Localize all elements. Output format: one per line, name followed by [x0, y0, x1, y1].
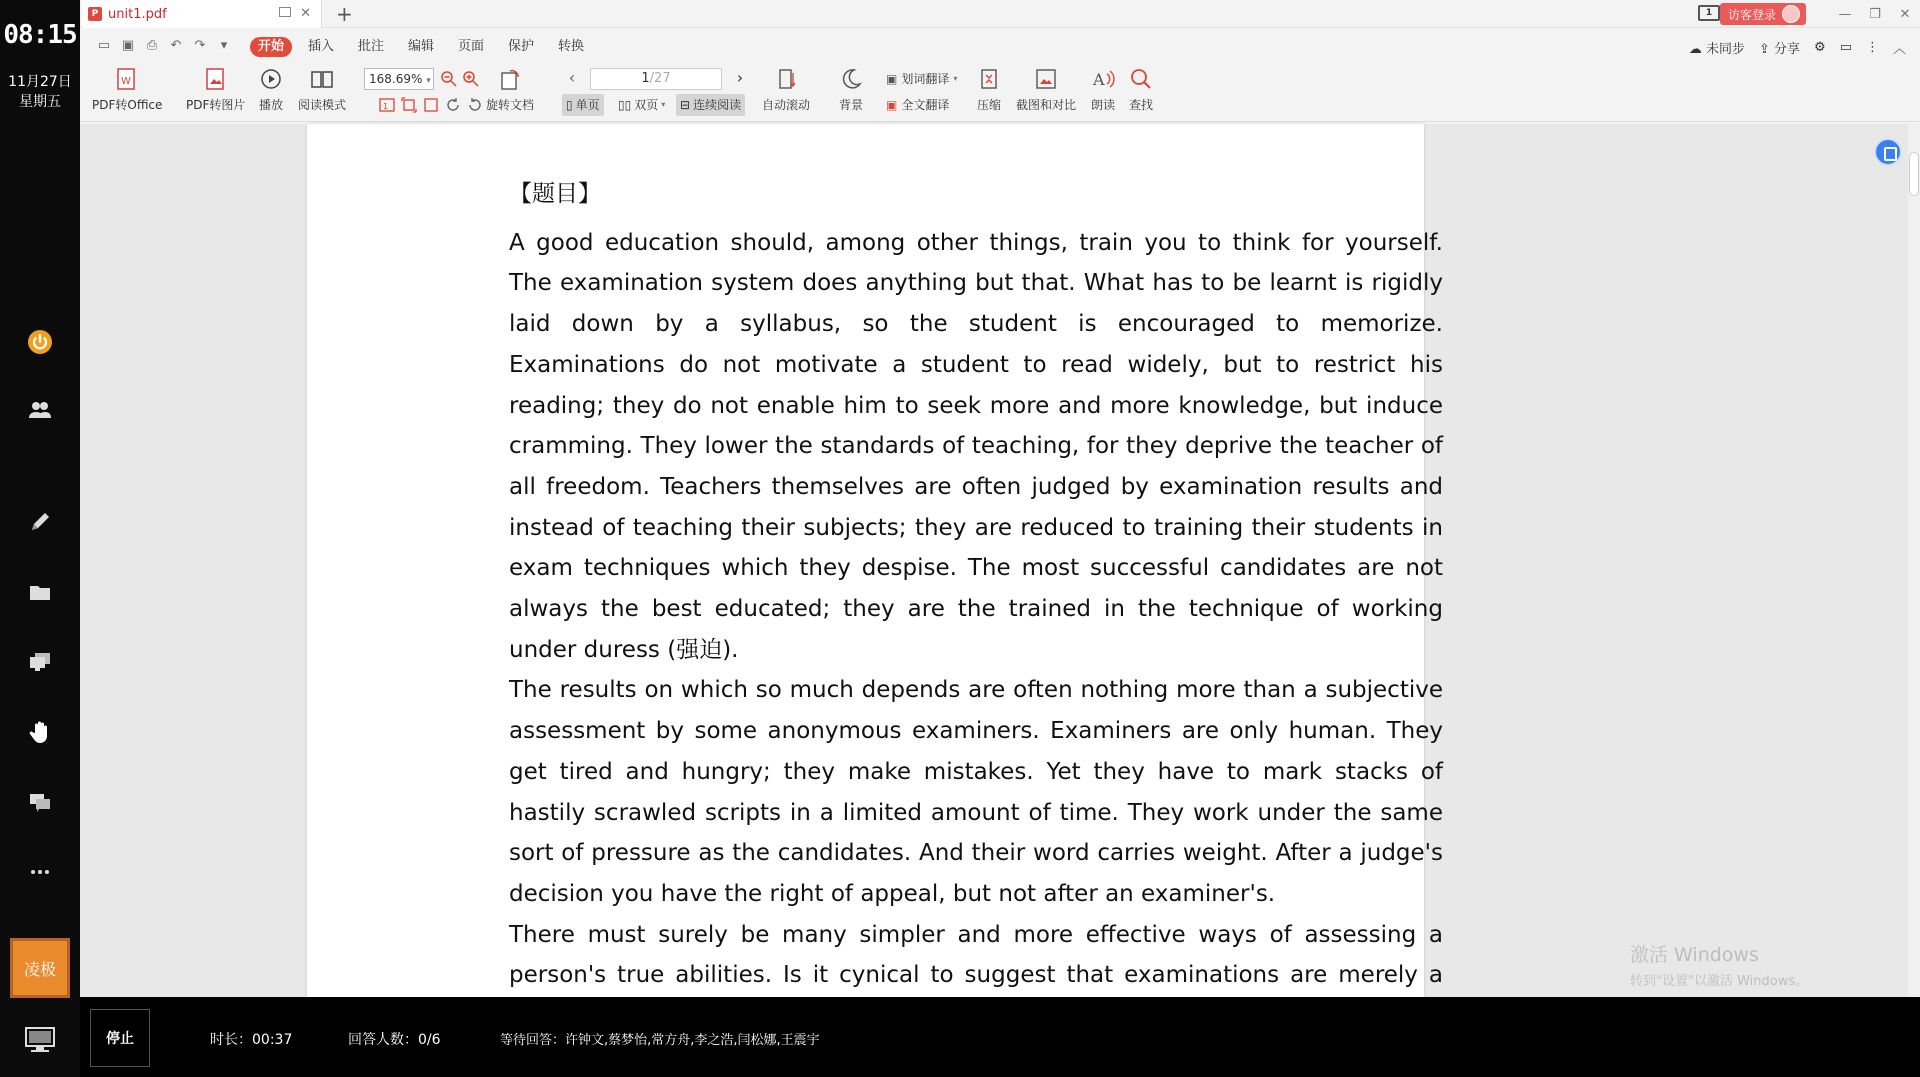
undo-icon[interactable]: ↶ [170, 38, 182, 53]
svg-text:A: A [1093, 70, 1105, 89]
sync-button[interactable]: ☁ 未同步 [1688, 42, 1745, 57]
scrollbar-thumb[interactable] [1909, 152, 1919, 196]
menu-edit[interactable]: 编辑 [408, 39, 435, 54]
word-translate-button[interactable]: ▣ 划词翻译 ▾ [886, 71, 958, 86]
power-icon [27, 329, 53, 355]
chat-button[interactable] [20, 782, 60, 822]
compress-icon [977, 67, 1001, 91]
raise-hand-button[interactable] [20, 712, 60, 752]
more-dots-icon [27, 859, 53, 885]
book-icon [310, 67, 334, 91]
search-label: 查找 [1128, 98, 1153, 112]
zoom-in-icon[interactable] [462, 70, 480, 88]
full-translate-button[interactable] [886, 96, 949, 113]
power-button[interactable] [20, 322, 60, 362]
pdf-to-image-icon [204, 67, 228, 91]
next-page-icon[interactable]: › [736, 68, 744, 87]
sync-label: 未同步 [1705, 42, 1745, 57]
pen-button[interactable] [20, 502, 60, 542]
translate-icon: ▣ [886, 71, 898, 86]
floating-tool-button[interactable] [1874, 138, 1902, 166]
guest-login-button[interactable] [1720, 3, 1806, 25]
auto-scroll-label: 自动滚动 [762, 98, 811, 112]
read-aloud-button[interactable] [1090, 66, 1116, 118]
rotate-right-icon[interactable] [466, 96, 484, 114]
double-page-icon: ▯▯ [618, 98, 632, 112]
auto-scroll-button[interactable] [762, 66, 810, 118]
play-label: 播放 [258, 98, 283, 112]
reading-mode-label: 阅读模式 [298, 98, 347, 112]
watermark-title: 激活 Windows [1630, 944, 1759, 966]
ribbon-toolbar [80, 60, 1920, 122]
prev-page-icon[interactable]: ‹ [568, 68, 576, 87]
auto-scroll-icon [774, 67, 798, 91]
play-icon [259, 67, 283, 91]
page-number-input[interactable] [590, 68, 722, 90]
menu-annotate[interactable]: 批注 [358, 39, 385, 54]
menu-bar [80, 32, 1920, 60]
fit-page-icon[interactable] [400, 96, 418, 114]
pdf-to-office-label: PDF转Office [92, 98, 163, 112]
svg-text:1: 1 [383, 102, 389, 111]
reading-mode-button[interactable] [298, 66, 346, 118]
rotate-document-icon [498, 67, 522, 91]
restore-icon[interactable]: ❐ [1869, 6, 1881, 22]
screen-broadcast-button[interactable] [20, 642, 60, 682]
menu-insert[interactable]: 插入 [308, 39, 335, 54]
page-total: /27 [649, 71, 671, 86]
collapse-ribbon-icon[interactable]: ︿ [1892, 42, 1906, 57]
compress-label: 压缩 [976, 98, 1001, 112]
chat-icon [27, 789, 53, 815]
single-page-label: 单页 [575, 98, 600, 112]
waiting-students-label: 等待回答：许钟文,蔡梦怡,常方舟,李之浩,闫松娜,王震宇 [500, 1033, 820, 1048]
continuous-label: 连续阅读 [693, 98, 742, 112]
actual-size-icon[interactable] [378, 96, 396, 114]
vertical-scrollbar[interactable] [1908, 124, 1920, 997]
document-text [509, 174, 1443, 1077]
paragraph-2: The results on which so much depends are often nothing more than a subjective assessment by some anonymous examiners. Examiners are only human. They get tired and hungry; they make mistakes. Yet they have to mark stacks of hastily scrawled scripts in a limited amount of time. They work under the same sort of pressure as the candidates. And their word carries weight. After a judge's decision you have the right of appeal, but not after an examiner's. [509, 677, 1443, 907]
window-controls [1720, 0, 1920, 28]
print-icon[interactable]: ⎙ [146, 38, 158, 53]
double-page-button[interactable]: ▯▯ 双页 ▾ [614, 94, 669, 116]
hand-icon [27, 719, 53, 745]
avatar [1782, 5, 1800, 23]
read-aloud-icon [1091, 67, 1115, 91]
menu-convert[interactable]: 转换 [558, 39, 585, 54]
single-page-icon: ▯ [566, 98, 573, 112]
page-current: 1 [641, 71, 650, 86]
question-heading: 【题目】 [509, 181, 601, 207]
save-icon[interactable]: ▣ [121, 38, 135, 53]
screenshot-icon [1034, 67, 1058, 91]
rotate-document-button[interactable] [486, 66, 534, 118]
full-translate-icon: ▣ [886, 97, 898, 112]
compress-button[interactable] [976, 66, 1002, 118]
rotate-left-icon[interactable] [444, 96, 462, 114]
sync-share-area [1689, 38, 1906, 57]
files-button[interactable] [20, 572, 60, 612]
menu-page[interactable]: 页面 [458, 39, 485, 54]
folder-icon [27, 579, 53, 605]
pdf-to-image-button[interactable] [186, 66, 245, 118]
more-button[interactable] [20, 852, 60, 892]
minimize-icon[interactable]: — [1838, 6, 1852, 22]
svg-text:W: W [121, 76, 132, 87]
weekday-label: 星期五 [19, 94, 61, 110]
clock-date [0, 72, 80, 112]
classroom-status-bar [80, 997, 1920, 1077]
background-button[interactable] [838, 66, 864, 118]
guest-login-label: 访客登录 [1727, 7, 1776, 22]
continuous-icon: ⊟ [680, 98, 691, 112]
open-icon[interactable]: ▭ [97, 38, 111, 53]
zoom-select[interactable]: 168.69% ▾ [364, 68, 434, 90]
settings-icon[interactable]: ⚙ [1814, 40, 1826, 55]
zoom-value: 168.69% [369, 72, 423, 86]
tab-float-icon[interactable] [279, 7, 291, 17]
left-sidebar [0, 0, 80, 1077]
zoom-out-icon[interactable] [440, 70, 458, 88]
close-window-icon[interactable]: ✕ [1899, 6, 1911, 22]
answer-count-label: 回答人数：0/6 [348, 1032, 441, 1048]
paragraph-1: A good education should, among other things, train you to think for yourself. The examination system does anything but that. What has to be learnt is rigidly laid down by a syllabus, so the student is encouraged to memorize. Examinations do not motivate a student to read widely, but to restrict his reading; they do not enable him to seek more and more knowledge, but induce cramming. They lower the standards of teaching, for they deprive the teacher of all freedom. Teachers themselves are often judged by examination results and instead of teaching their subjects; they are reduced to training their students in exam techniques which they despise. The most successful candidates are not always the best educated; they are the trained in the technique of working under duress (强迫). [509, 229, 1443, 663]
continuous-reading-button[interactable] [676, 94, 745, 116]
double-page-label: 双页 [634, 98, 659, 112]
search-icon [1129, 67, 1153, 91]
pdf-reader-window [80, 0, 1920, 997]
pdf-page [307, 124, 1443, 997]
menu-start[interactable]: 开始 [250, 37, 292, 57]
customize-icon[interactable]: ▾ [220, 38, 228, 53]
full-translate-label: 全文翻译 [901, 98, 950, 112]
share-button[interactable]: ⇪ 分享 [1758, 42, 1801, 57]
single-page-button[interactable] [562, 94, 604, 116]
activation-watermark [1630, 940, 1808, 989]
document-viewport[interactable] [80, 124, 1920, 997]
watermark-subtitle: 转到"设置"以激活 Windows。 [1630, 974, 1809, 989]
tab-title: unit1.pdf [108, 6, 167, 22]
feedback-icon[interactable]: ▭ [1839, 40, 1852, 55]
students-button[interactable] [20, 390, 60, 430]
share-label: 分享 [1774, 42, 1801, 57]
word-translate-label: 划词翻译 [901, 72, 950, 86]
pencil-icon [27, 509, 53, 535]
search-button[interactable] [1128, 66, 1154, 118]
rotate-document-label: 旋转文档 [486, 98, 535, 112]
monitors-icon [27, 649, 53, 675]
tile-window-icon[interactable]: 1 [1698, 5, 1720, 21]
stop-button[interactable]: 停止 [90, 1009, 150, 1067]
redo-icon[interactable]: ↷ [194, 38, 206, 53]
background-label: 背景 [838, 98, 863, 112]
pdf-to-image-label: PDF转图片 [186, 98, 246, 112]
pdf-to-office-button[interactable] [92, 66, 162, 118]
clock-time: 08:15 [3, 20, 77, 50]
date-label: 11月27日 [8, 74, 72, 90]
users-icon [27, 397, 53, 423]
duration-label: 时长：00:37 [210, 1032, 293, 1048]
paragraph-3: There must surely be many simpler and more effective ways of assessing a person's true abilities. Is it cynical to suggest that examinations are merely a [509, 921, 1443, 989]
title-bar [80, 0, 1920, 28]
play-button[interactable] [258, 66, 284, 118]
screenshot-compare-label: 截图和对比 [1016, 98, 1077, 112]
read-aloud-label: 朗读 [1090, 98, 1115, 112]
moon-icon [839, 67, 863, 91]
pdf-to-office-icon [115, 67, 139, 91]
more-menu-icon[interactable]: ⋮ [1865, 40, 1879, 55]
desktop-icon[interactable] [22, 1025, 58, 1055]
brand-button[interactable]: 凌极 [10, 938, 70, 998]
pdf-file-icon: P [88, 7, 102, 21]
new-tab-button[interactable]: + [336, 2, 353, 26]
document-tab[interactable] [82, 0, 322, 28]
fit-width-icon[interactable] [422, 96, 440, 114]
menu-protect[interactable]: 保护 [508, 39, 535, 54]
screenshot-compare-button[interactable] [1016, 66, 1076, 118]
close-tab-icon[interactable]: ✕ [300, 6, 311, 21]
